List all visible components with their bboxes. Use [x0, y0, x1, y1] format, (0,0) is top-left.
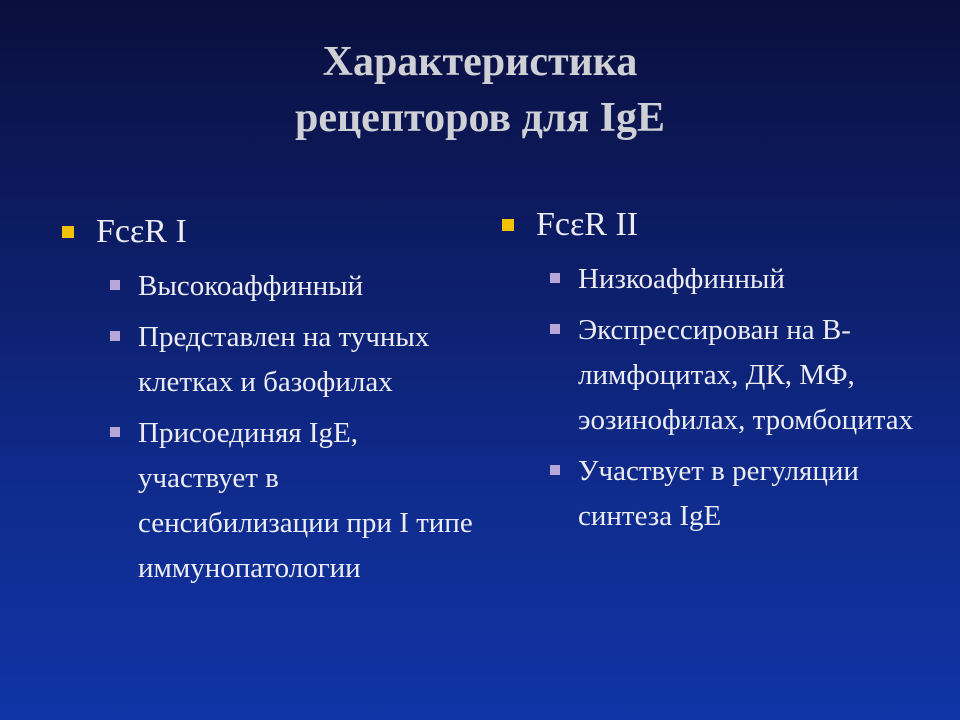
- right-sublist: [498, 257, 948, 539]
- list-item-text: Участвует в регуляции синтеза IgE: [578, 455, 859, 532]
- list-item: [498, 449, 948, 539]
- lavender-square-bullet-icon: [550, 273, 560, 283]
- left-heading-item: [58, 210, 478, 254]
- list-item-text: Экспрессирован на В-лимфоцитах, ДК, МФ, эозинофилах, тромбоцитах: [578, 314, 914, 436]
- right-column: [498, 203, 948, 545]
- list-item: [58, 315, 478, 405]
- left-column: [58, 210, 478, 597]
- list-item: [498, 257, 948, 302]
- slide-title: [0, 34, 960, 146]
- lavender-square-bullet-icon: [110, 331, 120, 341]
- lavender-square-bullet-icon: [110, 427, 120, 437]
- lavender-square-bullet-icon: [550, 465, 560, 475]
- right-heading-item: [498, 203, 948, 247]
- list-item: [58, 264, 478, 309]
- list-item-text: Представлен на тучных клетках и базофилах: [138, 321, 430, 398]
- lavender-square-bullet-icon: [110, 280, 120, 290]
- slide-title-line-2: рецепторов для IgE: [294, 95, 665, 141]
- yellow-square-bullet-icon: [62, 226, 74, 238]
- list-item: [498, 308, 948, 443]
- left-sublist: [58, 264, 478, 591]
- lavender-square-bullet-icon: [550, 324, 560, 334]
- left-heading: FcεR I: [96, 213, 187, 250]
- list-item-text: Высокоаффинный: [138, 270, 364, 302]
- list-item: [58, 411, 478, 591]
- list-item-text: Низкоаффинный: [578, 263, 785, 295]
- right-heading: FcεR II: [536, 206, 639, 243]
- slide-title-line-1: Характеристика: [322, 39, 638, 85]
- list-item-text: Присоединяя IgE, участвует в сенсибилизации при I типе иммунопатологии: [138, 417, 473, 584]
- yellow-square-bullet-icon: [502, 219, 514, 231]
